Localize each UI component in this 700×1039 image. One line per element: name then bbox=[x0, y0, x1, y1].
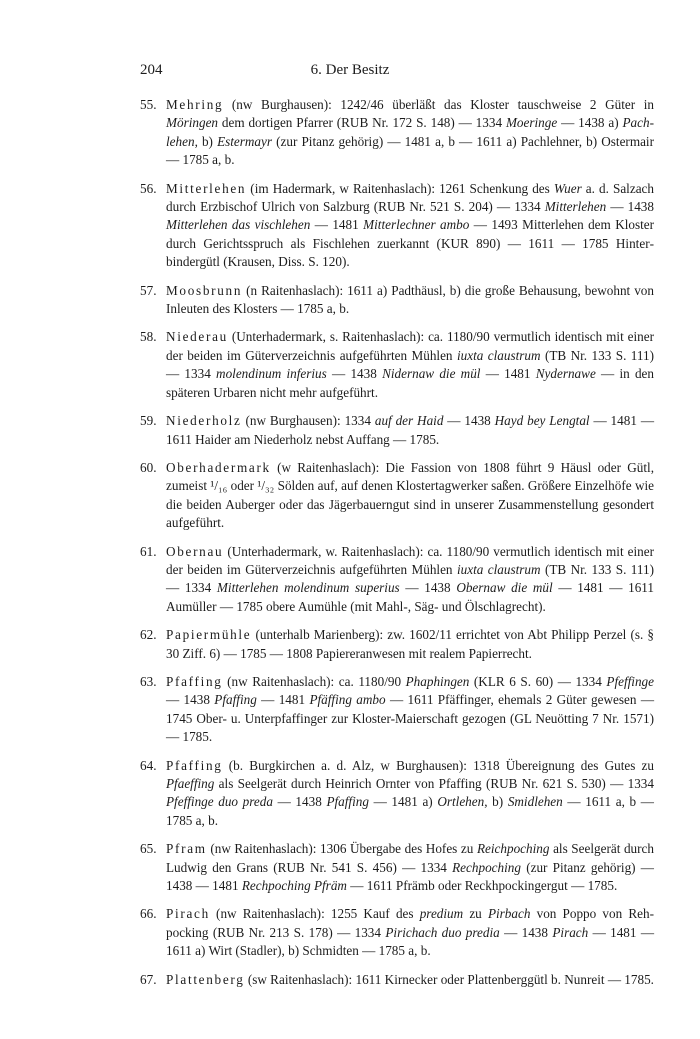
entry-source-term: Pfäffing ambo bbox=[309, 692, 386, 708]
entry-number: 58. bbox=[140, 329, 157, 345]
entry-place-name: Niederholz bbox=[166, 413, 242, 429]
entry-source-term: Wuer bbox=[553, 180, 582, 196]
entry-source-term: molendinum inferius bbox=[216, 366, 327, 382]
entry-item bbox=[140, 971, 654, 989]
entry-source-term: Phaphingen bbox=[405, 673, 470, 689]
entry-text: , b) bbox=[484, 794, 508, 810]
entry-source-term: Nidernaw die mül bbox=[382, 366, 481, 382]
entry-source-term: Mitterlehen molendinum superius bbox=[216, 580, 400, 596]
entry-text: als Seelgerät durch Heinrich Ornter von Pfaffing (RUB Nr. 621 S. 530) — 1334 bbox=[214, 776, 654, 791]
entry-number: 60. bbox=[140, 459, 157, 475]
entry-source-term: Pirbach bbox=[487, 906, 531, 922]
entry-source-term: Pachlehen bbox=[166, 115, 655, 149]
entry-source-term: auf der Haid bbox=[374, 413, 444, 429]
entry-text: — 1481 bbox=[256, 692, 310, 708]
entry-text: — 1438 bbox=[272, 794, 327, 810]
entry-place-name: Moosbrunn bbox=[166, 282, 243, 298]
entry-number: 66. bbox=[140, 906, 157, 922]
entry-text: — 1611 Pfrämb oder Reckhpockingergut — 1785. bbox=[346, 878, 618, 894]
entry-number: 64. bbox=[140, 757, 157, 773]
entry-text: (nw Raitenhaslach): 1306 Übergabe des Hofes zu bbox=[206, 841, 477, 857]
entry-number: 63. bbox=[140, 673, 157, 689]
entry-number: 65. bbox=[140, 841, 157, 857]
entry-place-name: Obernau bbox=[166, 543, 224, 559]
entry-text: , b) bbox=[194, 133, 218, 149]
entry-text: (w Raitenhaslach): Die Fassion von 1808 führt 9 Häusl oder Gütl, zumeist ¹/₁₆ oder ¹/₃₂ Sölden auf, auf denen Klostertagwerker saßen. Größere Einzelhöfe wie die beiden Auberger oder das Jägerbauerngut sind in unserer Zusammenstellung gesondert aufgeführt. bbox=[166, 459, 654, 531]
entry-item bbox=[140, 96, 654, 170]
entry-source-term: Ortlehen bbox=[437, 794, 485, 810]
entry-text: (sw Raitenhaslach): 1611 Kirnecker oder Plattenberggütl b. Nunreit — 1785. bbox=[244, 971, 654, 987]
entry-source-term: Pfeffinge duo preda bbox=[166, 794, 273, 810]
entry-item bbox=[140, 282, 654, 319]
entry-item bbox=[140, 626, 654, 663]
entry-item bbox=[140, 459, 654, 533]
entry-text: (nw Burghausen): 1242/46 überläßt das Kloster tauschweise 2 Güter in bbox=[223, 97, 654, 112]
entry-text: — 1481 a) bbox=[368, 794, 438, 810]
entry-source-term: Pfaffing bbox=[214, 692, 257, 708]
entry-source-term: iuxta claustrum bbox=[456, 347, 541, 363]
entry-source-term: Smidlehen bbox=[507, 794, 563, 810]
entry-text: — 1481 — 1611 a) Wirt (Stadler), b) Schmidten — 1785 a, b. bbox=[166, 924, 655, 959]
entry-text: von Poppo von Rehpocking (RUB Nr. 213 S. 178) — 1334 bbox=[166, 906, 654, 940]
entry-text: (nw Raitenhaslach): 1255 Kauf des bbox=[209, 906, 420, 922]
entry-source-term: Pfeffinge bbox=[606, 673, 654, 689]
entry-text: — 1438 bbox=[326, 366, 383, 382]
entry-text: (TB Nr. 133 S. 111) — 1334 bbox=[166, 347, 654, 382]
entry-text: — 1438 bbox=[499, 924, 553, 940]
entry-text: (b. Burgkirchen a. d. Alz, w Burghausen): 1318 Übereignung des Gutes zu bbox=[222, 757, 654, 773]
entry-text: (TB Nr. 133 S. 111) — 1334 bbox=[166, 561, 654, 596]
entry-source-term: Rechpoching bbox=[452, 859, 521, 875]
entry-number: 62. bbox=[140, 627, 157, 643]
entry-text: — 1481 — 1611 Haider am Niederholz nebst Auffang — 1785. bbox=[166, 413, 655, 447]
entry-item bbox=[140, 840, 654, 895]
entry-text: — 1438 bbox=[606, 199, 654, 215]
entry-text: (unterhalb Marienberg): zw. 1602/11 errichtet von Abt Philipp Perzel (s. § 30 Ziff. 6) — 1785 — 1808 Papiereranwesen mit realem Papierrecht. bbox=[166, 627, 654, 661]
entry-text: zu bbox=[463, 906, 488, 922]
entry-source-term: Möringen bbox=[166, 115, 219, 131]
entry-text: (zur Pitanz gehörig) — 1438 — 1481 bbox=[166, 859, 654, 894]
entry-source-term: Pfaeffing bbox=[166, 776, 215, 791]
entry-text: — 1611 Pfäffinger, ehemals 2 Güter gewesen — 1745 Ober- u. Unterpfaffinger zur Kloster-Maierschaft gezogen (GL Neuötting 7 Nr. 1571) — 1785. bbox=[166, 692, 655, 745]
entry-text: (n Raitenhaslach): 1611 a) Padthäusl, b) die große Behausung, bewohnt von Inleuten des Klosters — 1785 a, b. bbox=[166, 282, 654, 317]
entry-source-term: Mitterlehen das vischlehen bbox=[166, 217, 311, 233]
entry-item bbox=[140, 412, 654, 449]
entry-place-name: Pfaffing bbox=[166, 757, 223, 773]
entry-text: (Unterhadermark, w. Raitenhaslach): ca. 1180/90 vermutlich identisch mit einer der beiden im Güterverzeichnis aufgeführten Mühlen bbox=[166, 543, 654, 577]
entry-text: — 1481 bbox=[480, 366, 536, 382]
entry-text: (nw Burghausen): 1334 bbox=[241, 413, 375, 429]
entry-place-name: Niederau bbox=[166, 329, 228, 345]
entry-place-name: Oberhadermark bbox=[166, 459, 271, 475]
entry-place-name: Plattenberg bbox=[166, 971, 245, 987]
entry-source-term: Pirichach duo predia bbox=[385, 924, 500, 940]
entry-number: 55. bbox=[140, 97, 157, 112]
entry-item bbox=[140, 757, 654, 831]
entry-source-term: Nydernawe bbox=[535, 366, 596, 382]
entry-source-term: Moeringe bbox=[505, 115, 558, 131]
entry-item bbox=[140, 905, 654, 960]
running-head: 6. Der Besitz bbox=[310, 62, 390, 78]
entry-list bbox=[140, 96, 654, 999]
entry-place-name: Papiermühle bbox=[166, 627, 252, 643]
entry-number: 56. bbox=[140, 180, 157, 196]
entry-place-name: Pirach bbox=[166, 906, 210, 922]
entry-text: — 1481 — 1611 Aumüller — 1785 obere Aumühle (mit Mahl-, Säg- und Ölschlagrecht). bbox=[166, 580, 655, 614]
entry-text: dem dortigen Pfarrer (RUB Nr. 172 S. 148) — 1334 bbox=[218, 115, 506, 131]
entry-item bbox=[140, 328, 654, 402]
entry-source-term: Estermayr bbox=[217, 133, 273, 149]
entry-text: — 1438 bbox=[399, 580, 457, 596]
entry-text: — 1493 Mitterlehen dem Kloster durch Gerichtsspruch als Fischlehen zuerkannt (KUR 890) — 1611 — 1785 Hinterbindergütl (Krausen, Diss. S. 120). bbox=[166, 217, 655, 270]
entry-text: als Seelgerät durch Ludwig den Grans (RUB Nr. 541 S. 456) — 1334 bbox=[166, 841, 654, 875]
entry-text: (zur Pitanz gehörig) — 1481 a, b — 1611 a) Pachlehner, b) Ostermair — 1785 a, b. bbox=[166, 133, 654, 168]
entry-source-term: Obernaw die mül bbox=[456, 580, 553, 596]
entry-source-term: Pfaffing bbox=[326, 794, 369, 810]
entry-text: — 1611 a, b — 1785 a, b. bbox=[166, 794, 654, 828]
entry-source-term: Pirach bbox=[552, 924, 589, 940]
entry-text: — 1481 bbox=[310, 217, 364, 233]
entry-place-name: Pfaffing bbox=[166, 673, 223, 689]
entry-item bbox=[140, 543, 654, 617]
entry-source-term: Mitterlehen bbox=[544, 199, 607, 215]
entry-text: (nw Raitenhaslach): ca. 1180/90 bbox=[222, 673, 406, 689]
entry-source-term: iuxta claustrum bbox=[456, 561, 541, 577]
entry-text: a. d. Salzach durch Erzbischof Ulrich von Salzburg (RUB Nr. 521 S. 204) — 1334 bbox=[166, 180, 654, 215]
entry-text: (im Hadermark, w Raitenhaslach): 1261 Schenkung des bbox=[246, 180, 554, 196]
entry-text: — 1438 a) bbox=[557, 115, 623, 131]
entry-text: (KLR 6 S. 60) — 1334 bbox=[469, 673, 607, 689]
entry-source-term: predium bbox=[419, 906, 464, 922]
entry-item bbox=[140, 673, 654, 747]
entry-source-term: Mitterlechner ambo bbox=[363, 217, 470, 233]
entry-text: — in den späteren Urbaren nicht mehr aufgeführt. bbox=[166, 366, 655, 400]
entry-text: — 1438 bbox=[443, 413, 495, 429]
page-number: 204 bbox=[140, 62, 163, 78]
entry-source-term: Rechpoching Pfräm bbox=[241, 878, 347, 894]
entry-number: 61. bbox=[140, 543, 157, 559]
entry-number: 67. bbox=[140, 971, 157, 987]
entry-number: 59. bbox=[140, 413, 157, 429]
entry-text: (Unterhadermark, s. Raitenhaslach): ca. 1180/90 vermutlich identisch mit einer der beiden im Güterverzeichnis aufgeführten Mühlen bbox=[166, 329, 654, 363]
entry-item bbox=[140, 180, 654, 272]
entry-text: — 1438 bbox=[166, 692, 215, 708]
entry-place-name: Pfram bbox=[166, 841, 207, 857]
entry-place-name: Mitterlehen bbox=[166, 180, 247, 196]
entry-source-term: Hayd bey Lengtal bbox=[494, 413, 590, 429]
entry-number: 57. bbox=[140, 282, 157, 298]
entry-place-name: Mehring bbox=[166, 97, 224, 112]
entry-source-term: Reichpoching bbox=[476, 841, 550, 857]
